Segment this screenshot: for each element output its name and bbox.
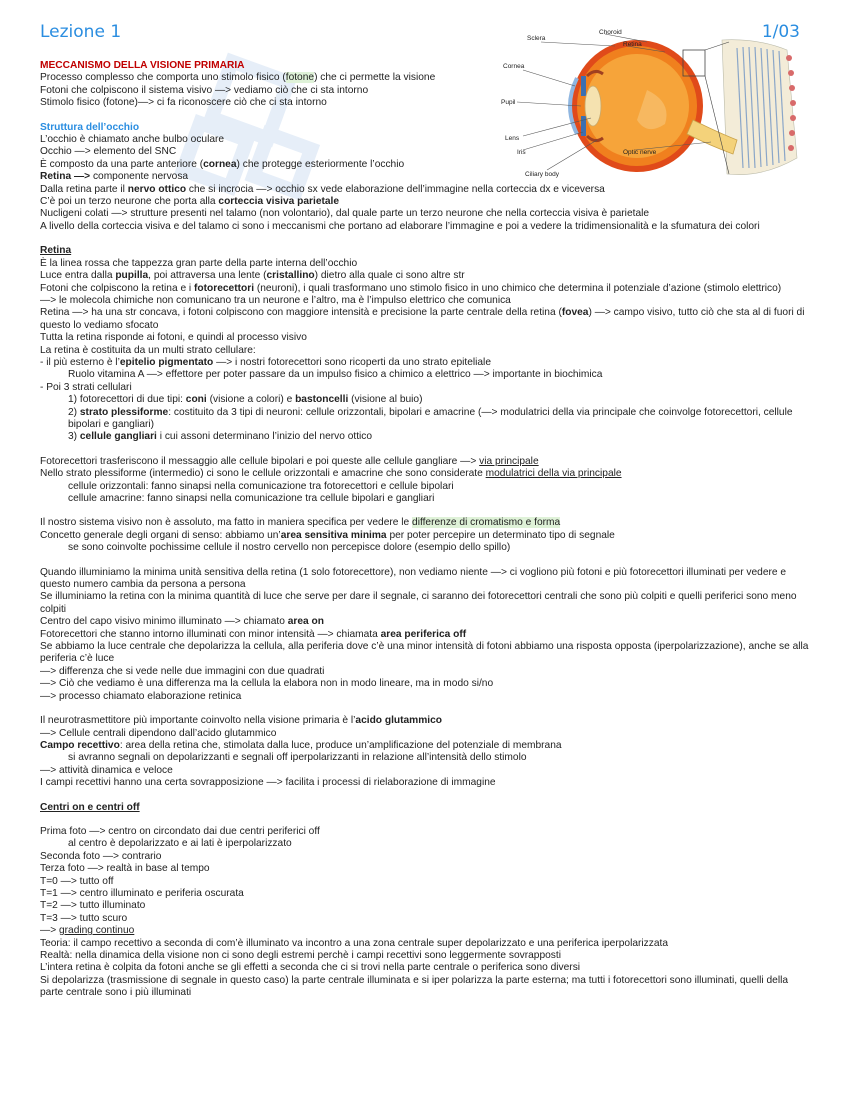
label-choroid: Choroid [599, 29, 622, 36]
text-line: —> Ciò che vediamo è una differenza ma la cellula la elabora non in modo lineare, ma in modo si/no [40, 678, 494, 690]
text-line: Centro del capo visivo minimo illuminato —> chiamato area on [40, 616, 324, 628]
text-line: Occhio —> elemento del SNC [40, 146, 177, 158]
text-line: L’intera retina è colpita da fotoni anche se gli effetti a seconda che ci si trovi nella parte centrale o periferica sono diversi [40, 962, 581, 974]
text-line: Fotoni che colpiscono il sistema visivo —> vediamo ciò che ci sta intorno [40, 84, 369, 96]
text-line: È composto da una parte anteriore (cornea) che protegge esteriormente l’occhio [40, 158, 405, 170]
text-line: Concetto generale degli organi di senso: abbiamo un’area sensitiva minima per poter percepire un determinato tipo di segnale [40, 529, 615, 541]
text-line: - Poi 3 strati cellulari [40, 381, 132, 393]
text-line: 1) fotorecettori di due tipi: coni (visione a colori) e bastoncelli (visione al buio) [68, 394, 423, 406]
label-cornea: Cornea [503, 63, 525, 70]
text-line: I campi recettivi hanno una certa sovrapposizione —> facilita i processi di rielaborazione di immagine [40, 777, 496, 789]
section-title-struttura-occhio: Struttura dell’occhio [40, 121, 140, 133]
text-line: —> grading continuo [40, 925, 135, 937]
label-lens: Lens [505, 135, 520, 142]
text-line: —> le molecola chimiche non comunicano tra un neurone e l’altro, ma è l’impulso elettrico che comunica [40, 294, 511, 306]
text-line: Retina —> ha una str concava, i fotoni colpiscono con maggiore intensità e precisione la parte centrale della retina (fovea) —> campo visivo, tutto ciò che sta al di fuori di questo lo vediamo sfocato [40, 307, 805, 331]
text-line: Nucligeni colati —> strutture presenti nel talamo (non volontario), dal quale parte un terzo neurone che nella corteccia visiva è parietale [40, 208, 650, 220]
text-line: Ruolo vitamina A —> effettore per poter passare da un impulso fisico a chimico a elettrico —> importante in biochimica [68, 369, 603, 381]
label-sclera: Sclera [527, 35, 546, 42]
text-line: cellule orizzontali: fanno sinapsi nella comunicazione tra fotorecettori e cellule bipolari [68, 480, 454, 492]
text-line: Si depolarizza (trasmissione di segnale in questo caso) la parte centrale illuminata e si iper polarizza la parte esterna; ma tutti i fotorecettori sono illuminati, quelli della parte centrale sono i più illuminati [40, 974, 789, 999]
text-line: al centro è depolarizzato e ai lati è iperpolarizzato [68, 838, 292, 850]
text-line: Prima foto —> centro on circondato dai due centri periferici off [40, 825, 320, 837]
text-line: - il più esterno è l’epitelio pigmentato —> i nostri fotorecettori sono ricoperti da uno strato epiteliale [40, 356, 491, 368]
text-line: cellule amacrine: fanno sinapsi nella comunicazione tra cellule bipolari e gangliari [68, 493, 435, 504]
text-line: Processo complesso che comporta uno stimolo fisico (fotone) che ci permette la visione [40, 72, 436, 84]
text-line: La retina è costituita da un multi strato cellulare: [40, 344, 256, 356]
text-line: Quando illuminiamo la minima unità sensitiva della retina (1 solo fotorecettore), non vediamo niente —> ci vogliono più fotoni e più fotorecettori illuminati per vedere e questo numero cambia da persona a persona [40, 566, 787, 591]
text-line: —> differenza che si vede nelle due immagini con due quadrati [40, 665, 325, 677]
text-line: Realtà: nella dinamica della visione non ci sono degli estremi perchè i campi recettivi sono leggermente sovrapposti [40, 950, 561, 961]
text-line: A livello della corteccia visiva e del talamo ci sono i meccanismi che portano ad elaborare l’immagine e poi a vedere la tridimensionalità e la sfumatura dei colori [40, 220, 760, 232]
page-number: 1/03 [761, 22, 800, 42]
text-line: L’occhio è chiamato anche bulbo oculare [40, 134, 225, 146]
text-line: T=2 —> tutto illuminato [40, 900, 146, 912]
text-line: 2) strato plessiforme: costituito da 3 tipi di neuroni: cellule orizzontali, bipolari e amacrine (—> modulatrici della via principale che coinvolge fotorecettori, cellule bipolari e gangliari) [68, 406, 793, 430]
text-line: Campo recettivo: area della retina che, stimolata dalla luce, produce un’amplificazione del potenziale di membrana [40, 739, 562, 751]
text-line: T=3 —> tutto scuro [40, 912, 128, 924]
text-line: Luce entra dalla pupilla, poi attraversa una lente (cristallino) dietro alla quale ci sono altre str [40, 270, 465, 282]
label-optic-nerve: Optic nerve [623, 149, 657, 156]
text-line: T=1 —> centro illuminato e periferia oscurata [40, 887, 244, 899]
notes-content [40, 60, 810, 1000]
section-title-visione-primaria: MECCANISMO DELLA VISIONE PRIMARIA [40, 60, 245, 71]
text-line: si avranno segnali on depolarizzanti e segnali off iperpolarizzanti in relazione all’intensità dello stimolo [68, 752, 527, 764]
text-line: —> Cellule centrali dipendono dall’acido glutammico [40, 727, 277, 739]
text-line: Fotoni che colpiscono la retina e i fotorecettori (neuroni), i quali trasformano uno stimolo fisico in uno chimico che determina il potenziale d’azione (stimolo elettrico) [40, 282, 782, 294]
text-line: Il nostro sistema visivo non è assoluto, ma fatto in maniera specifica per vedere le differenze di cromatismo e forma [40, 517, 561, 529]
text-line: T=0 —> tutto off [40, 875, 114, 887]
section-title-retina: Retina [40, 245, 72, 257]
section-title-centri-on-off: Centri on e centri off [40, 801, 140, 813]
text-line: C’è poi un terzo neurone che porta alla corteccia visiva parietale [40, 196, 340, 208]
text-line: Nello strato plessiforme (intermedio) ci sono le cellule orizzontali e amacrine che sono considerate modulatrici della via principale [40, 468, 622, 480]
lesson-title: Lezione 1 [40, 22, 122, 42]
text-line: Fotorecettori trasferiscono il messaggio alle cellule bipolari e poi queste alle cellule gangliare —> via principale [40, 455, 539, 467]
text-line: Tutta la retina risponde ai fotoni, e quindi al processo visivo [40, 332, 307, 344]
label-retina: Retina [623, 41, 642, 48]
text-line: È la linea rossa che tappezza gran parte della parte interna dell’occhio [40, 257, 358, 269]
label-iris: Iris [517, 149, 526, 156]
text-line: Seconda foto —> contrario [40, 850, 162, 862]
text-line: Terza foto —> realtà in base al tempo [40, 863, 210, 875]
text-line: —> attività dinamica e veloce [40, 764, 173, 776]
label-ciliary-body: Ciliary body [525, 171, 559, 178]
text-line: Il neurotrasmettitore più importante coinvolto nella visione primaria è l’acido glutammico [40, 715, 443, 727]
text-line: Teoria: il campo recettivo a seconda di com’è illuminato va incontro a una zona centrale super depolarizzato e una periferica iperpolarizzata [40, 937, 669, 949]
text-line: Stimolo fisico (fotone)—> ci fa riconoscere ciò che ci sta intorno [40, 97, 327, 109]
text-line: Se abbiamo la luce centrale che depolarizza la cellula, alla periferia dove c’è una minor intensità di fotoni abbiamo una risposta opposta (iperpolarizzazione), anche se alla periferia c’è luce [40, 641, 809, 665]
text-line: se sono coinvolte pochissime cellule il nostro cervello non percepisce dolore (esempio dello spillo) [68, 542, 511, 554]
text-line: Fotorecettori che stanno intorno illuminati con minor intensità —> chiamata area periferica off [40, 628, 467, 640]
text-line: Dalla retina parte il nervo ottico che si incrocia —> occhio sx vede elaborazione dell’immagine nella corteccia dx e viceversa [40, 183, 605, 195]
label-pupil: Pupil [501, 99, 516, 106]
text-line: —> processo chiamato elaborazione retinica [40, 690, 242, 702]
text-line: Se illuminiamo la retina con la minima quantità di luce che serve per dare il segnale, ci saranno dei fotorecettori centrali che sono più colpiti e quelli periferici sono meno colpiti [40, 591, 797, 615]
text-line: 3) cellule gangliari i cui assoni determinano l’inizio del nervo ottico [68, 431, 373, 443]
text-line: Retina —> componente nervosa [40, 171, 189, 183]
